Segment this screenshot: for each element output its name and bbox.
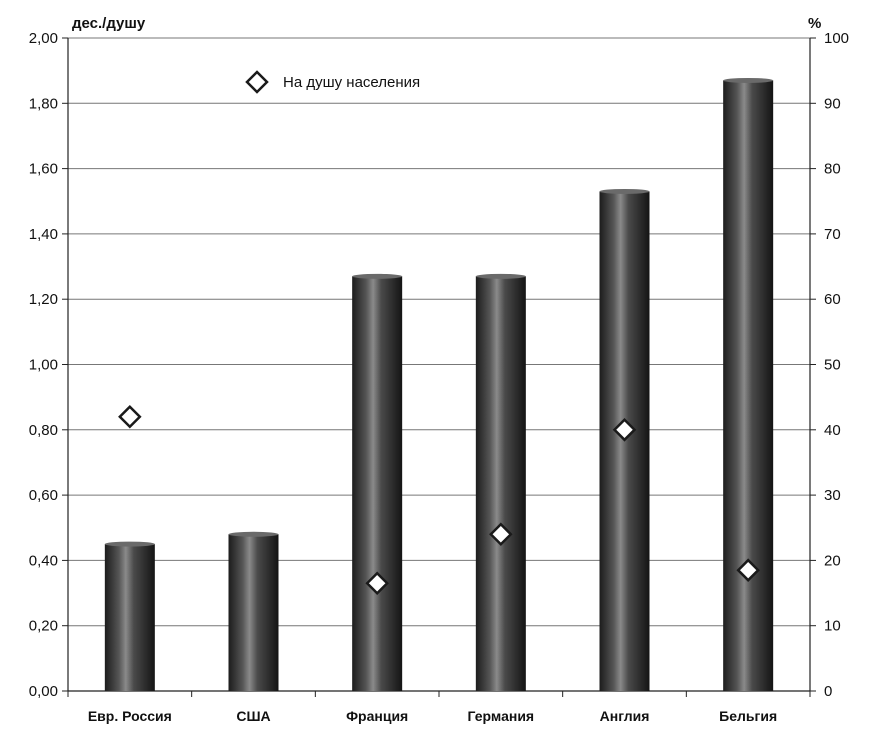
y-right-tick-label: 0 <box>824 683 833 700</box>
y-left-tick-label: 0,80 <box>28 421 58 439</box>
y-right-tick-label: 10 <box>824 617 841 635</box>
y-left-tick-label: 0,60 <box>28 487 58 505</box>
x-tick-label: Германия <box>467 708 535 724</box>
bar <box>105 544 155 691</box>
axes <box>62 38 816 697</box>
bar <box>352 276 402 691</box>
legend <box>247 72 420 92</box>
y-left-tick-label: 2,00 <box>28 30 58 47</box>
y-left-unit-label: дес./душу <box>72 15 146 32</box>
bar-top <box>105 542 155 547</box>
y-left-tick-label: 0,40 <box>28 552 58 570</box>
bars <box>105 78 773 691</box>
x-tick-label: США <box>236 708 271 724</box>
bar <box>229 534 279 691</box>
bar-top <box>600 189 650 194</box>
y-right-tick-label: 90 <box>824 95 841 113</box>
bar-top <box>476 274 526 279</box>
y-right-tick-label: 80 <box>824 160 841 178</box>
diamond-marker <box>120 407 140 427</box>
y-right-tick-label: 20 <box>824 552 841 570</box>
x-tick-label: Евр. Россия <box>87 708 172 724</box>
y-left-tick-label: 1,00 <box>28 356 58 374</box>
y-right-unit-label: % <box>808 15 822 32</box>
y-left-tick-label: 0,00 <box>28 683 58 700</box>
y-right-tick-label: 40 <box>824 421 841 439</box>
x-tick-label: Бельгия <box>719 708 778 724</box>
y-right-tick-label: 50 <box>824 356 841 374</box>
gridlines <box>68 38 810 691</box>
bar-top <box>352 274 402 279</box>
legend-label: На душу населения <box>283 74 421 91</box>
markers <box>120 407 758 594</box>
y-left-tick-label: 1,20 <box>28 291 58 309</box>
y-right-tick-label: 70 <box>824 225 841 243</box>
y-right-tick-label: 30 <box>824 487 841 505</box>
bar-top <box>723 78 773 83</box>
y-left-tick-label: 0,20 <box>28 617 58 635</box>
y-right-tick-label: 60 <box>824 291 841 309</box>
y-left-tick-label: 1,80 <box>28 95 58 113</box>
bar <box>723 80 773 691</box>
y-left-tick-label: 1,40 <box>28 225 58 243</box>
y-left-tick-label: 1,60 <box>28 160 58 178</box>
legend-diamond-marker <box>247 72 267 92</box>
x-tick-label: Англия <box>599 708 650 724</box>
y-right-tick-label: 100 <box>824 30 850 47</box>
bar <box>476 276 526 691</box>
x-tick-label: Франция <box>346 708 409 724</box>
bar-top <box>229 532 279 537</box>
